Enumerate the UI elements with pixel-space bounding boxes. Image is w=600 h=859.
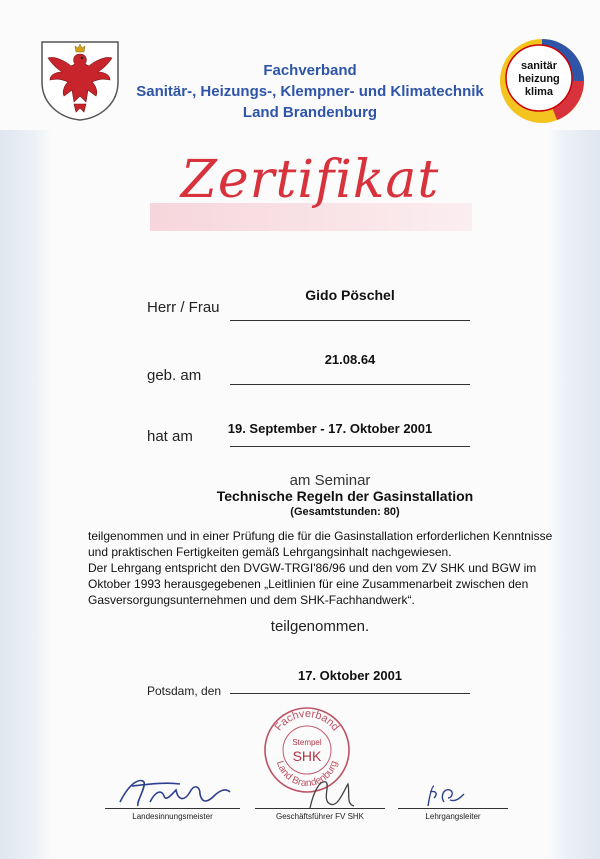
signature-line-left — [105, 808, 240, 809]
course-period: 19. September - 17. Oktober 2001 — [227, 421, 433, 436]
shk-circle-logo — [497, 36, 587, 126]
recipient-name: Gido Pöschel — [305, 287, 395, 303]
header-line-3: Land Brandenburg — [242, 104, 378, 121]
stamp-bottom-text: Land Brandenburg — [273, 759, 341, 790]
date-underline — [230, 693, 470, 694]
seminar-hours: (Gesamtstunden: 80) — [290, 506, 400, 518]
birth-date: 21.08.64 — [324, 352, 376, 367]
issue-date: 17. Oktober 2001 — [297, 668, 403, 683]
birth-label: geb. am — [147, 367, 202, 384]
body-line-3: Der Lehrgang entspricht den DVGW-TRGI'86/96 und den vom ZV SHK und BGW im — [88, 561, 537, 575]
brandenburg-eagle-coat-of-arms — [38, 38, 122, 122]
logo-line-1: sanitär — [520, 60, 558, 72]
certificate-body-text — [88, 528, 588, 608]
certificate-title: Zertifikat — [180, 150, 440, 210]
logo-line-3: klima — [524, 86, 554, 98]
name-underline — [230, 320, 470, 321]
place-label: Potsdam, den — [147, 684, 222, 698]
stamp-middle-text: Stempel — [292, 738, 322, 747]
seminar-title: Technische Regeln der Gasinstallation — [216, 488, 474, 504]
body-line-5: Gasversorgungsunternehmen und dem SHK-Fachhandwerk“. — [88, 593, 415, 607]
signature-line-right — [398, 808, 508, 809]
header-line-1: Fachverband — [263, 62, 357, 79]
name-label: Herr / Frau — [147, 299, 220, 316]
left-border-stripe — [0, 130, 52, 859]
closing-text: teilgenommen. — [270, 618, 370, 635]
signature-label-middle: Geschäftsführer FV SHK — [275, 812, 365, 821]
birth-underline — [230, 384, 470, 385]
signature-label-left: Landesinnungsmeister — [132, 812, 213, 821]
svg-text:Fachverband — [273, 708, 342, 733]
body-line-1: teilgenommen und in einer Prüfung die für die Gasinstallation erforderlichen Kenntnisse — [88, 529, 553, 543]
period-underline — [230, 446, 470, 447]
stamp-center-text: SHK — [292, 748, 322, 764]
stamp-top-text: Fachverband — [272, 707, 342, 734]
association-header — [130, 60, 490, 123]
logo-line-2: heizung — [518, 73, 560, 85]
right-border-stripe — [548, 130, 600, 859]
signature-label-right: Lehrgangsleiter — [425, 812, 481, 821]
body-line-2: und praktischen Fertigkeiten gemäß Lehrgangsinhalt nachgewiesen. — [88, 545, 452, 559]
seminar-label: am Seminar — [289, 472, 371, 489]
header-line-2: Sanitär-, Heizungs-, Klempner- und Klimatechnik — [136, 83, 484, 100]
signature-right — [420, 780, 470, 810]
signature-line-middle — [255, 808, 385, 809]
signature-left — [110, 772, 240, 812]
period-label: hat am — [147, 428, 193, 445]
body-line-4: Oktober 1993 herausgegebenen „Leitlinien für eine Zusammenarbeit zwischen den — [88, 577, 529, 591]
